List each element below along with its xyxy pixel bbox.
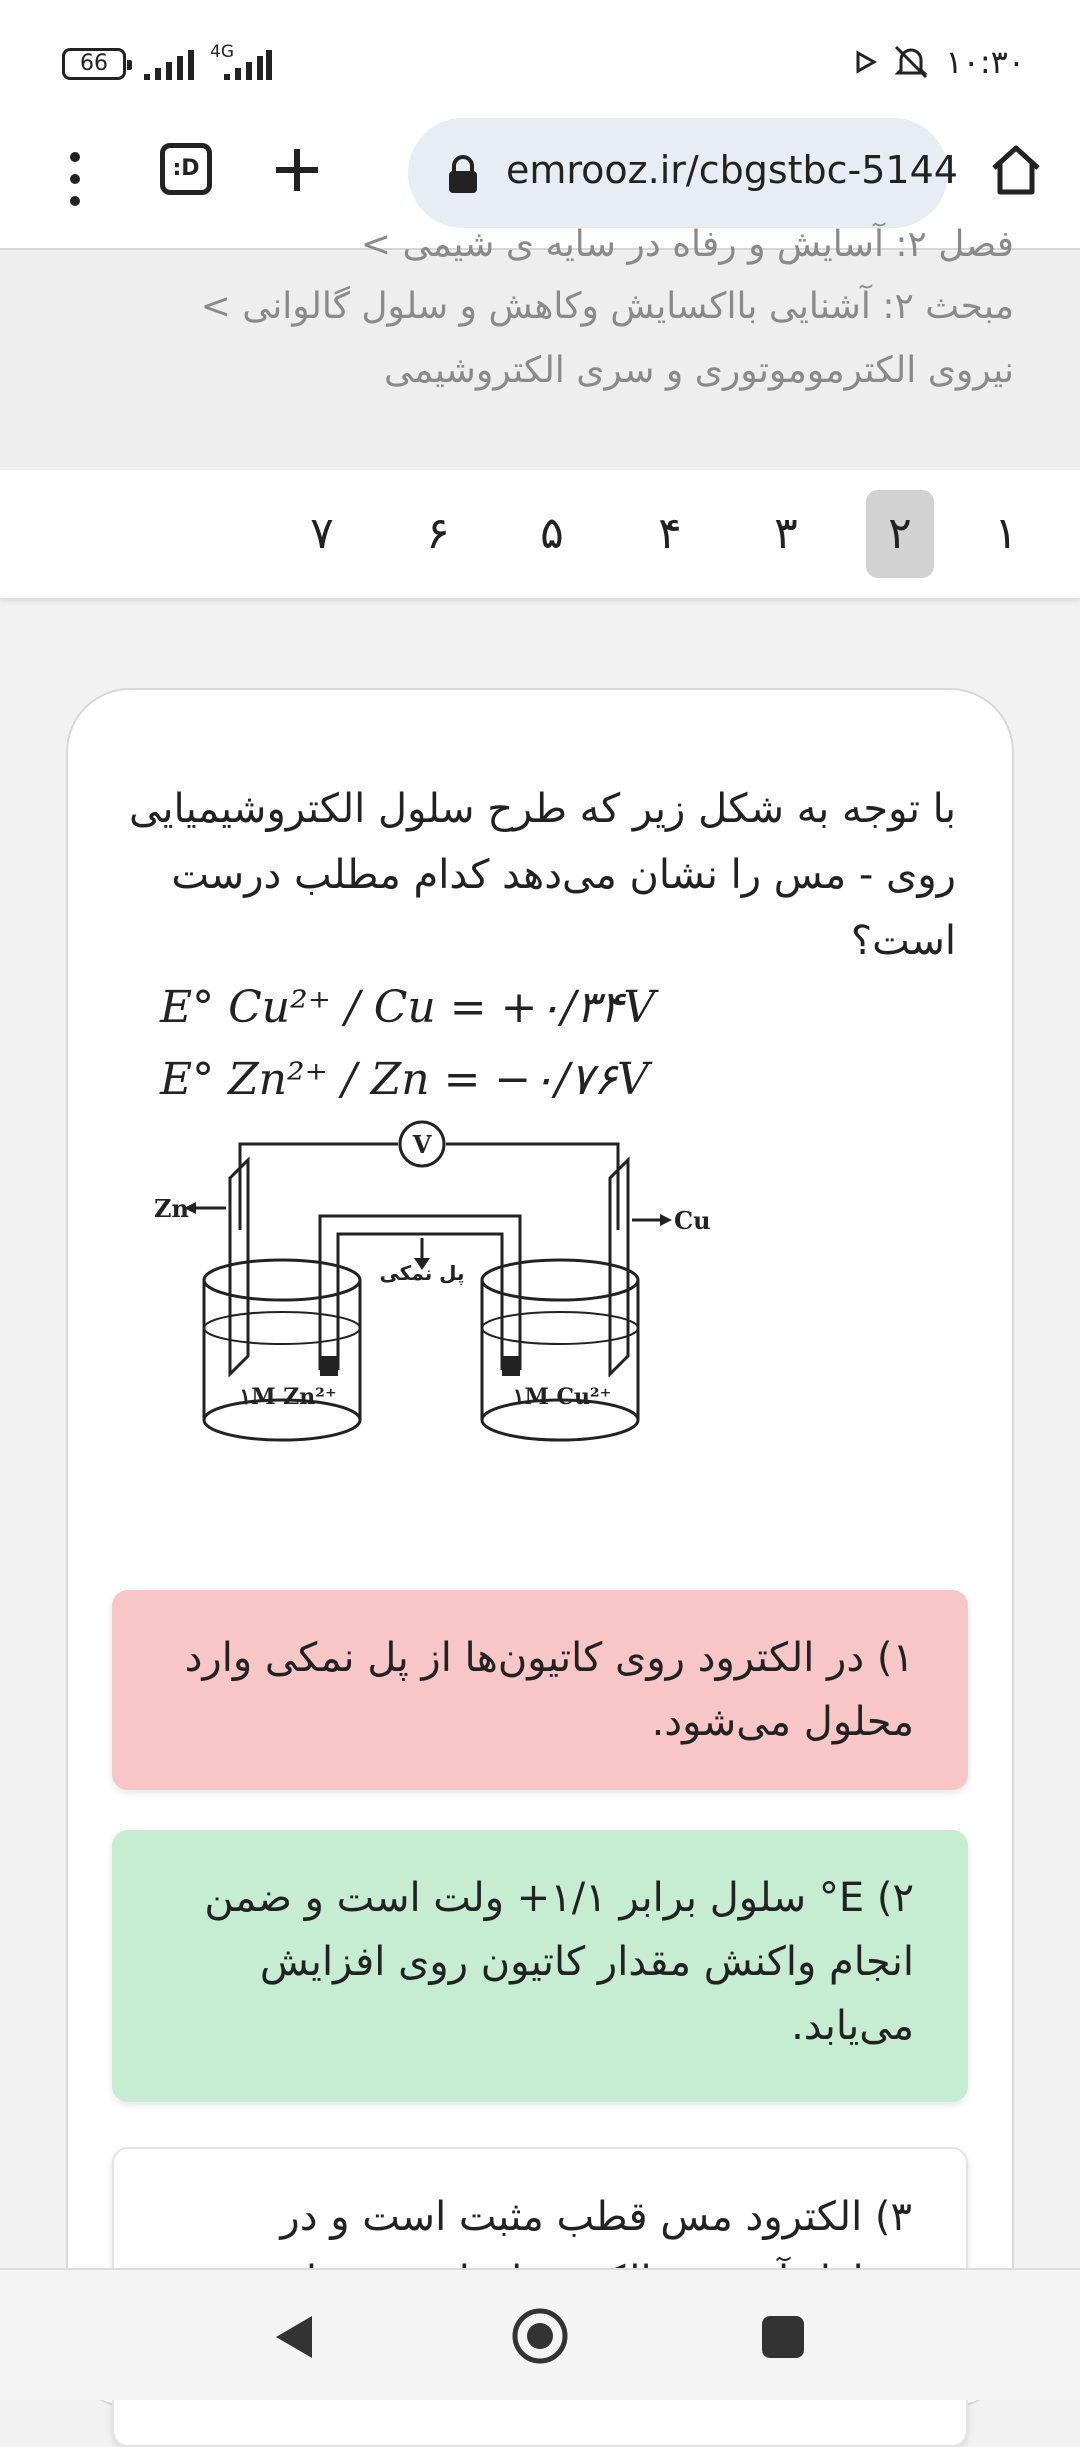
question-pager <box>0 470 1080 598</box>
address-bar[interactable] <box>408 118 958 228</box>
signal-icon-4g <box>210 48 272 80</box>
battery-level: 66 <box>80 51 108 76</box>
breadcrumb-chapter[interactable]: فصل ۲: آسایش و رفاه در سایه ی شیمی > <box>360 224 1014 265</box>
breadcrumb-topic[interactable]: مبحث ۲: آشنایی بااکسایش وکاهش و سلول گالوانی > <box>200 286 1014 327</box>
breadcrumb-current: نیروی الکترموموتوری و سری الکتروشیمی <box>384 350 1014 391</box>
clock: ۱۰:۳۰ <box>945 43 1025 81</box>
answer-option-1-text: ۱) در الکترود روی کاتیون‌ها از پل نمکی وارد محلول می‌شود. <box>184 1635 914 1745</box>
page-button-3[interactable]: ۳ <box>774 508 798 559</box>
new-tab-icon[interactable] <box>272 145 322 195</box>
more-options-icon[interactable] <box>60 147 90 211</box>
question-text: با توجه به شکل زیر که طرح سلول الکتروشیمیایی روی - مس را نشان می‌دهد کدام مطلب درست است؟ <box>129 786 956 964</box>
home-icon[interactable] <box>988 142 1044 198</box>
back-icon[interactable] <box>272 2312 316 2362</box>
status-bar <box>0 0 1080 115</box>
system-navigation-bar <box>0 2268 1080 2400</box>
status-right <box>855 40 1025 84</box>
battery-icon <box>62 48 126 80</box>
page-button-4[interactable]: ۴ <box>658 508 682 559</box>
galvanic-cell-diagram <box>140 1120 720 1480</box>
page-button-5[interactable]: ۵ <box>540 508 564 559</box>
page-button-7[interactable]: ۷ <box>310 508 334 559</box>
zinc-label: Zn <box>154 1194 189 1223</box>
recent-apps-icon[interactable] <box>762 2316 804 2358</box>
voltmeter-label: V <box>412 1130 432 1159</box>
page-button-6[interactable]: ۶ <box>426 508 450 559</box>
lock-icon <box>446 154 480 194</box>
answer-option-3-text: ۳) الکترود مس قطب مثبت است و در <box>280 2194 912 2240</box>
salt-bridge-label: پل نمکی <box>379 1261 465 1285</box>
copper-label: Cu <box>674 1206 711 1235</box>
copper-solution-label: ۱M Cu²⁺ <box>512 1384 612 1410</box>
answer-option-2[interactable] <box>112 1830 968 2102</box>
tabs-button[interactable]: :D <box>160 143 212 195</box>
answer-option-1[interactable] <box>112 1590 968 1790</box>
page-button-1[interactable]: ۱ <box>994 508 1018 559</box>
formula-copper: E° Cu²⁺ / Cu = +۰/۳۴V <box>160 982 655 1033</box>
home-nav-icon[interactable] <box>510 2306 570 2366</box>
notifications-off-icon <box>891 42 931 82</box>
play-icon <box>855 50 877 74</box>
page-button-2[interactable]: ۲ <box>866 490 934 578</box>
network-type: 4G <box>210 42 234 62</box>
answer-option-2-text: ۲) E° سلول برابر ۱/۱+ ولت است و ضمن انجام واکنش مقدار کاتیون روی افزایش می‌یابد. <box>204 1875 914 2049</box>
breadcrumb <box>0 224 1080 467</box>
zinc-solution-label: ۱M Zn²⁺ <box>239 1384 337 1410</box>
url-text[interactable]: emrooz.ir/cbgstbc-5144 <box>506 148 958 192</box>
formula-zinc: E° Zn²⁺ / Zn = −۰/۷۶V <box>160 1054 649 1105</box>
signal-icon <box>142 48 198 80</box>
